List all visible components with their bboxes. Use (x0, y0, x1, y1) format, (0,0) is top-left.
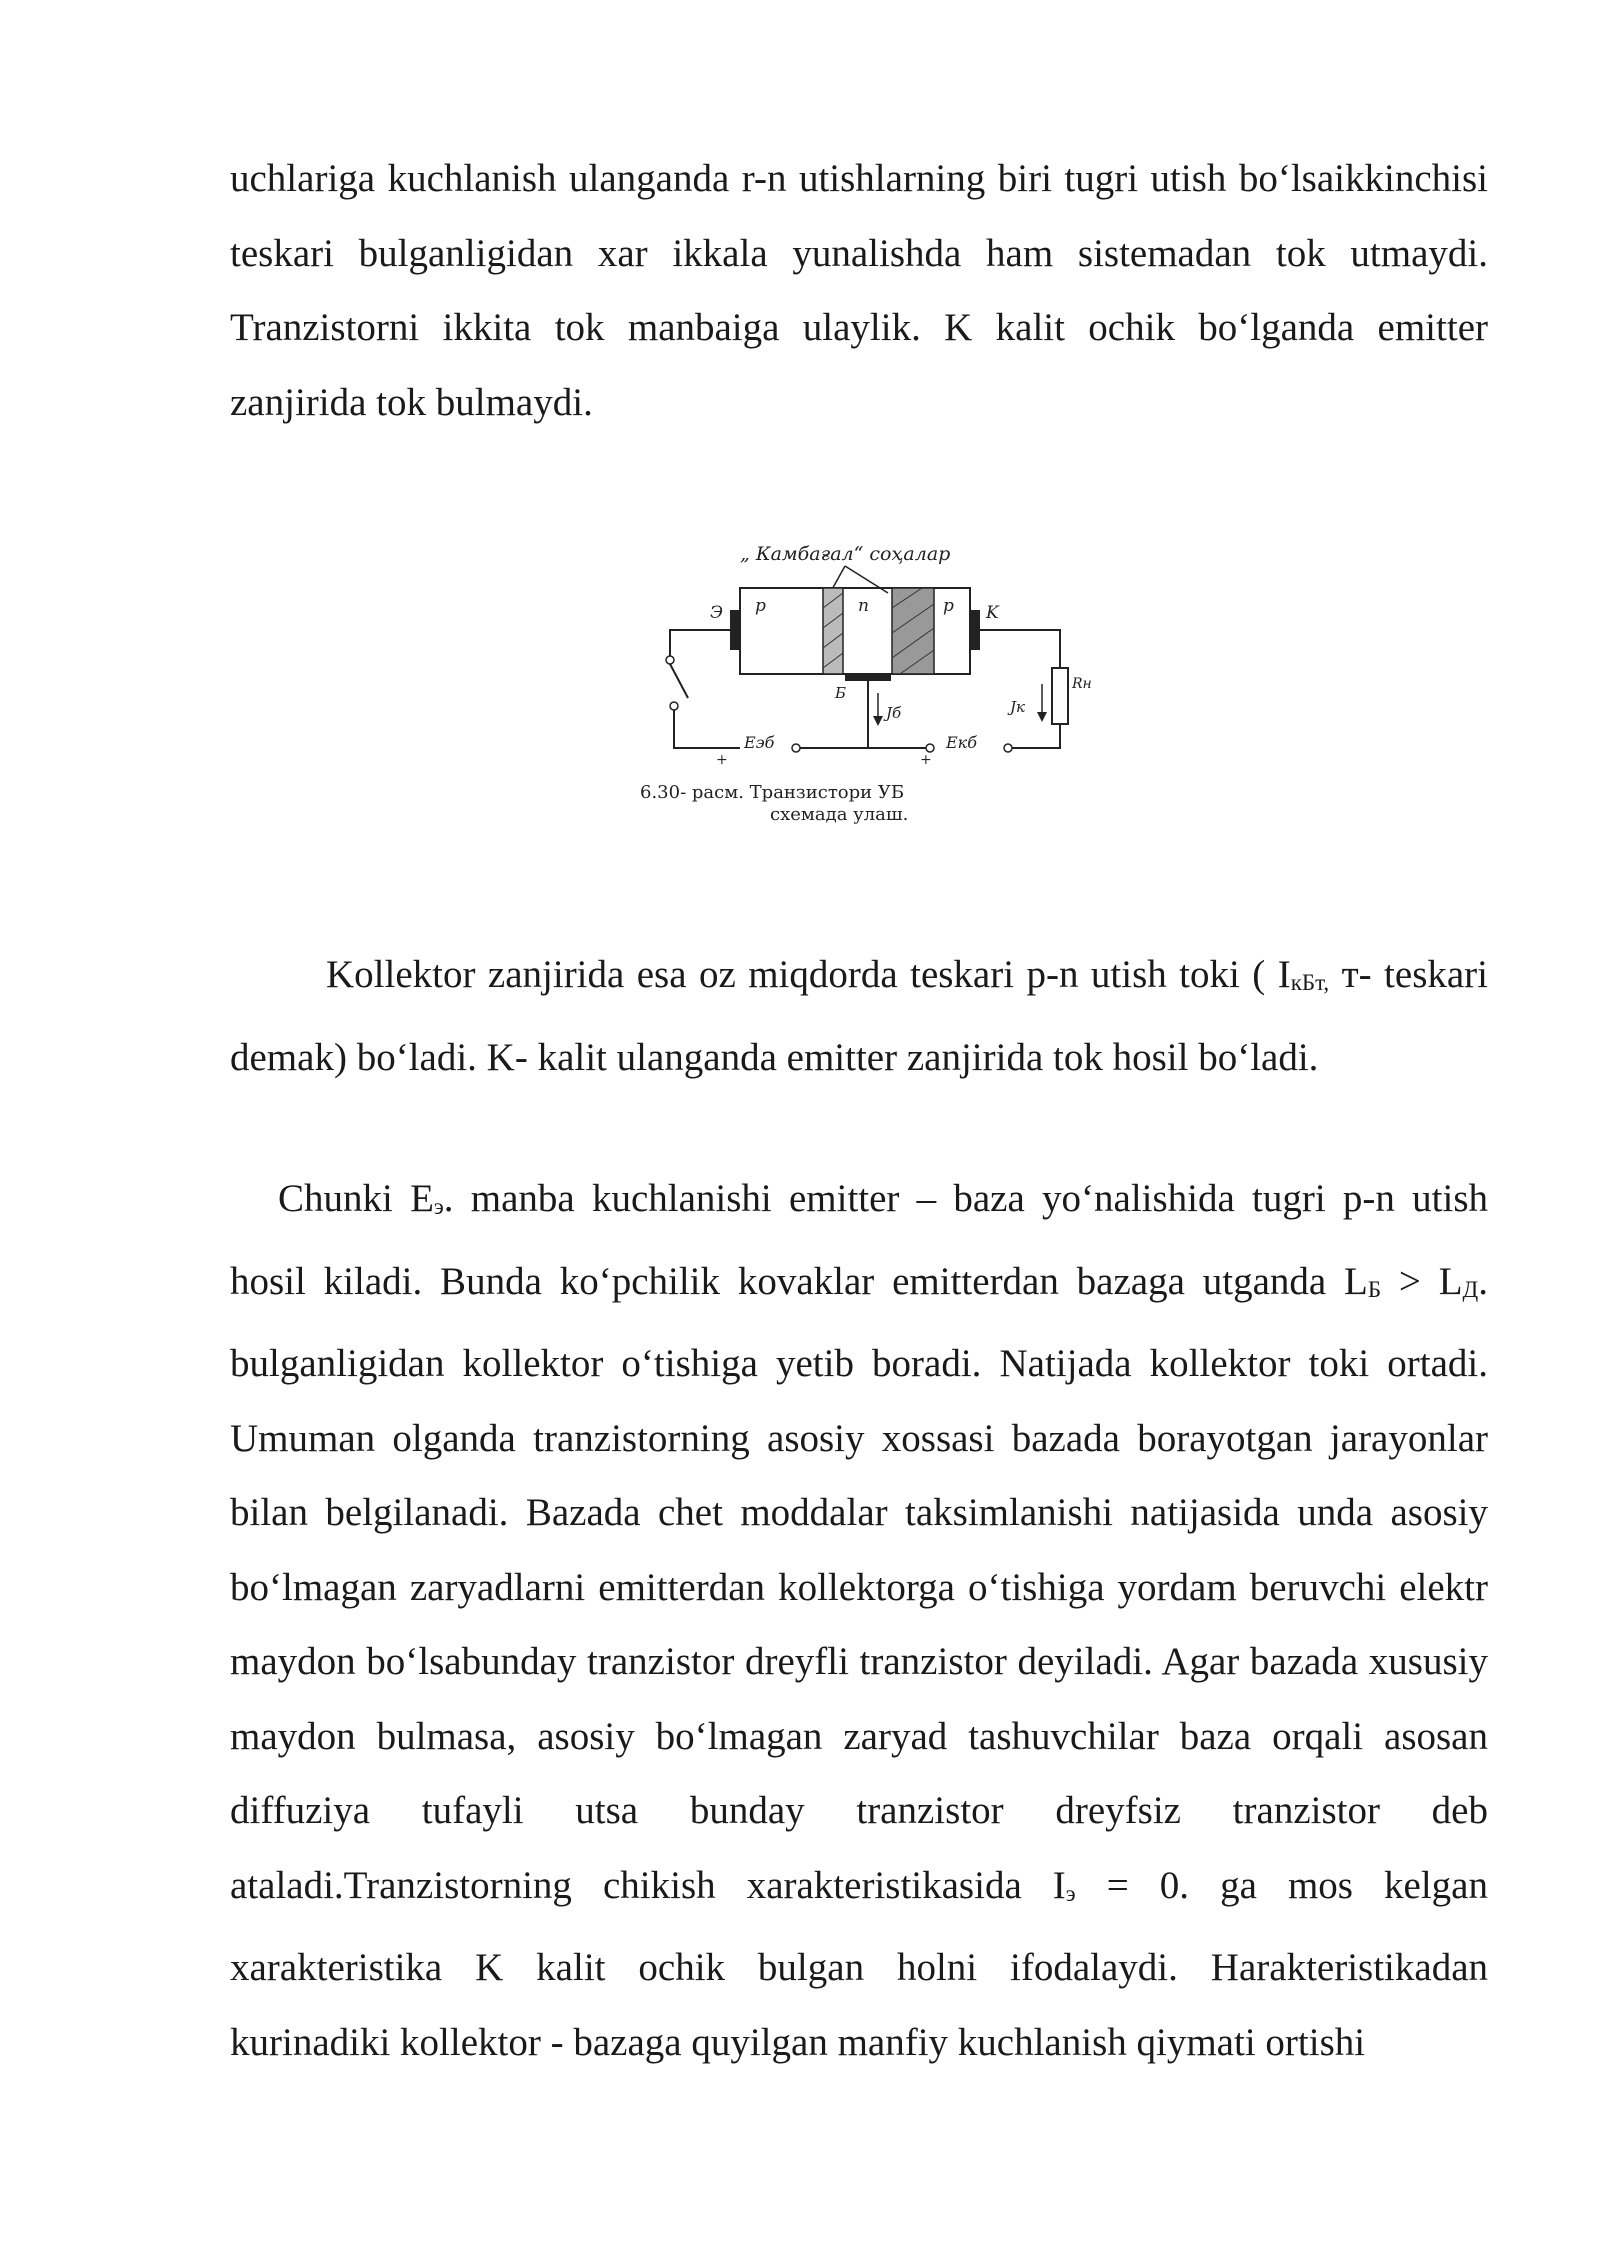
subscript-b: Б (1367, 1276, 1382, 1302)
collector-label: K (986, 603, 999, 623)
paragraph-3-part-5: = 0. ga mos kelgan xarakteristika K kalit ochik bulgan holni ifodalaydi. Harakteristikadan kurinadiki kollektor - bazaga quyilgan manfiy kuchlanish qiymati ortishi (230, 1863, 1488, 2064)
figure-caption-line-2: схемада улаш. (770, 804, 909, 825)
ik-label: Jк (1010, 698, 1025, 716)
subscript-d: Д (1462, 1276, 1479, 1302)
switch-k (670, 664, 688, 698)
rn-label: Rн (1072, 676, 1092, 692)
paragraph-3-part-1: Chunki E (278, 1177, 434, 1220)
emitter-label: Э (710, 603, 724, 623)
region-p-right: p (943, 596, 954, 616)
depletion-region-collector (892, 588, 934, 674)
eeb-label: Eэб (744, 733, 775, 752)
region-n: n (858, 596, 869, 616)
collector-contact (970, 610, 980, 650)
emitter-contact (730, 610, 740, 650)
subscript-kbt: кБт, (1290, 970, 1330, 995)
depleted-regions-label: „ Камбағал“ соҳалар (740, 543, 951, 565)
region-p-left: p (755, 596, 766, 616)
paragraph-2-part-1: Kollektor zanjirida esa oz miqdorda teskari p-n utish toki ( I (326, 953, 1291, 996)
ib-label: Jб (886, 704, 902, 722)
subscript-e: э (433, 1194, 444, 1219)
plus-sign-1: + (716, 752, 728, 768)
paragraph-3-part-2: . manba kuchlanishi emitter – baza yo‘nalishida tugri p-n utish hosil kiladi. Bunda ko‘pchilik kovaklar emitterdan bazaga utganda L (230, 1177, 1488, 1303)
plus-sign-2: + (920, 752, 932, 768)
base-label: Б (835, 684, 847, 702)
paragraph-3 (230, 1162, 1488, 2080)
transistor-circuit-figure (630, 538, 1130, 838)
figure-caption-line-1: 6.30- расм. Транзистори УБ (640, 782, 905, 803)
paragraph-3-part-4: . bulganligidan kollektor o‘tishiga yetib boradi. Natijada kollektor toki ortadi. Umuman olganda tranzistorning asosiy xossasi bazada borayotgan jarayonlar bilan belgilanadi. Bazada chet moddalar taksimlanishi natijasida unda asosiy bo‘lmagan zaryadlarni emitterdan kollektorga o‘tishiga yordam beruvchi elektr maydon bo‘lsabunday tranzistor dreyfli tranzistor deyiladi. Agar bazada xususiy maydon bulmasa, asosiy bo‘lmagan zaryad tashuvchilar baza orqali asosan diffuziya tufayli utsa bunday tranzistor dreyfsiz tranzistor deb ataladi.Tranzistorning chikish xarakteristikasida I (230, 1259, 1488, 1907)
ekb-label: Eкб (946, 733, 977, 752)
base-contact (845, 674, 891, 681)
transistor-body (740, 588, 970, 674)
subscript-e-2: э (1065, 1880, 1076, 1906)
paragraph-2-part-2: т- teskari demak) bo‘ladi. K- kalit ulanganda emitter zanjirida tok hosil bo‘ladi. (230, 953, 1488, 1079)
circuit-diagram (630, 538, 1130, 838)
paragraph-1: uchlariga kuchlanish ulanganda r-n utishlarning biri tugri utish bo‘lsaikkinchisi teskari bulganligidan xar ikkala yunalishda ham sistemadan tok utmaydi. Tranzistorni ikkita tok manbaiga ulaylik. K kalit ochik bo‘lganda emitter zanjirida tok bulmaydi. (230, 157, 1488, 424)
paragraph-3-part-3: > L (1381, 1259, 1463, 1303)
paragraph-2 (230, 938, 1488, 1095)
load-resistor (1052, 668, 1068, 724)
